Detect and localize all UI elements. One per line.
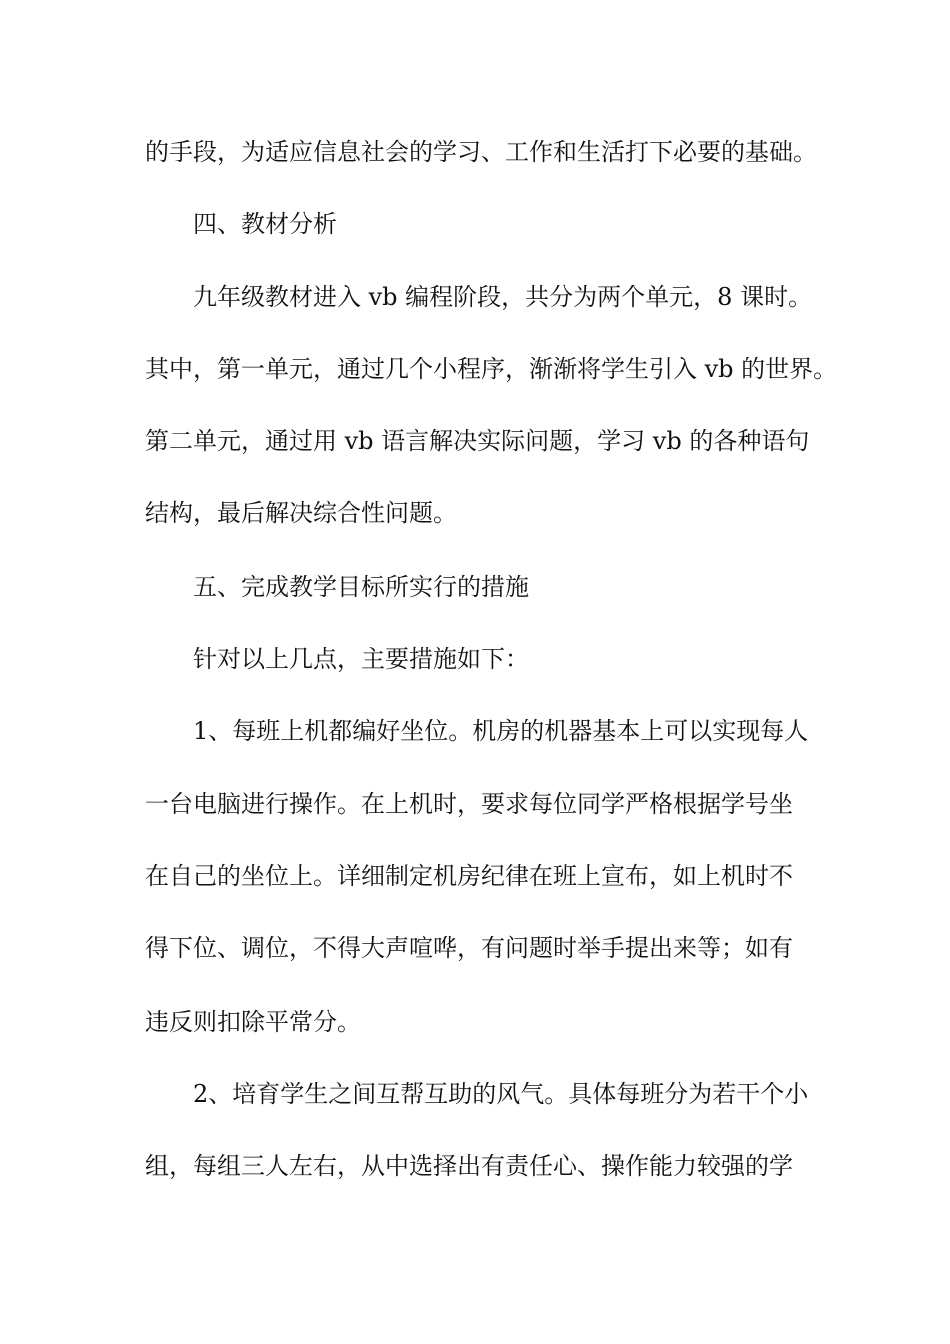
section-heading-measures: 五、完成教学目标所实行的措施 <box>193 573 529 601</box>
section-heading-textbook-analysis: 四、教材分析 <box>193 210 337 238</box>
paragraph-line: 九年级教材进入 vb 编程阶段，共分为两个单元，8 课时。 <box>193 283 813 311</box>
list-item-2-line: 组，每组三人左右，从中选择出有责任心、操作能力较强的学 <box>145 1152 793 1180</box>
paragraph-line: 第二单元，通过用 vb 语言解决实际问题，学习 vb 的各种语句 <box>145 427 810 455</box>
list-item-1-line: 在自己的坐位上。详细制定机房纪律在班上宣布，如上机时不 <box>145 862 793 890</box>
list-item-1-line: 得下位、调位，不得大声喧哗，有问题时举手提出来等；如有 <box>145 934 793 962</box>
list-item-1-line: 违反则扣除平常分。 <box>145 1008 361 1036</box>
list-item-1-line: 一台电脑进行操作。在上机时，要求每位同学严格根据学号坐 <box>145 790 793 818</box>
paragraph-line: 其中，第一单元，通过几个小程序，渐渐将学生引入 vb 的世界。 <box>145 355 838 383</box>
paragraph-line: 的手段，为适应信息社会的学习、工作和生活打下必要的基础。 <box>145 138 817 166</box>
paragraph-line: 针对以上几点，主要措施如下： <box>193 645 529 673</box>
list-item-2-line: 2、培育学生之间互帮互助的风气。具体每班分为若干个小 <box>193 1080 809 1108</box>
list-item-1-line: 1、每班上机都编好坐位。机房的机器基本上可以实现每人 <box>193 717 809 745</box>
paragraph-line: 结构，最后解决综合性问题。 <box>145 499 457 527</box>
